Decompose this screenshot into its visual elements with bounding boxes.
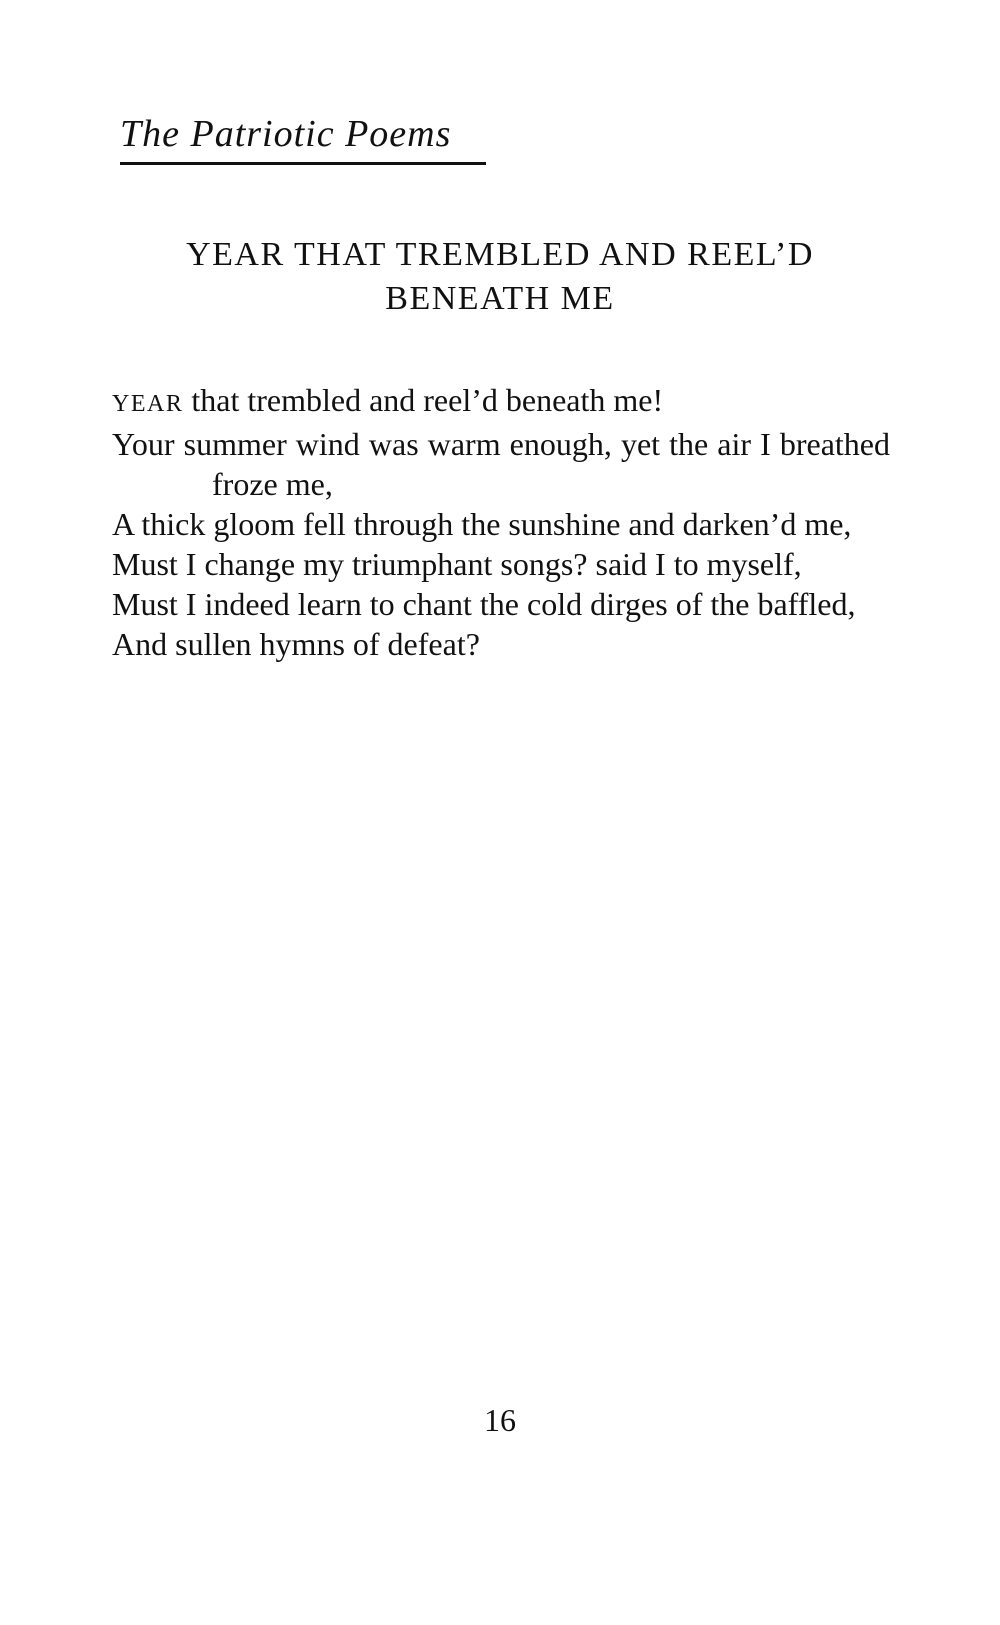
poem-line-2: Your summer wind was warm enough, yet the air I breathed froze me, [112,426,890,502]
poem-line-5: Must I indeed learn to chant the cold dirges of the baffled, [112,586,856,622]
poem-line-3: A thick gloom fell through the sunshine and darken’d me, [112,506,852,542]
poem-title [100,233,900,321]
poem-title-line-2: BENEATH ME [385,280,615,317]
poem-line-6: And sullen hymns of defeat? [112,626,480,662]
poem-body [112,380,890,664]
page-number: 16 [484,1402,516,1438]
poem-line-1 [112,380,890,424]
poem-title-line-1: YEAR THAT TREMBLED AND REEL’D [186,236,814,273]
poem-first-word: YEAR [112,391,184,417]
running-title: The Patriotic Poems [120,108,486,165]
poem-line-4: Must I change my triumphant songs? said I to myself, [112,546,802,582]
poem-line-1-text: that trembled and reel’d beneath me! [191,382,664,418]
